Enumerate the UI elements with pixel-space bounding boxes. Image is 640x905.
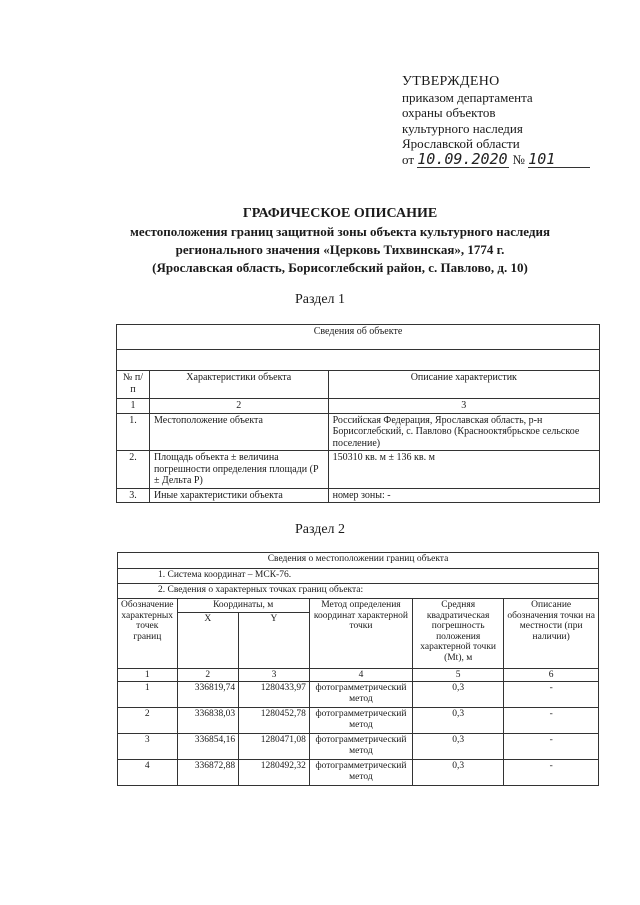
title-line: ГРАФИЧЕСКОЕ ОПИСАНИЕ (242, 206, 438, 221)
table-row (118, 734, 599, 760)
col-header-designation: Обозначение характерных точек границ (118, 599, 178, 669)
point-y: 1280471,08 (239, 734, 310, 760)
approval-heading: УТВЕРЖДЕНО (402, 74, 500, 89)
point-x: 336854,16 (177, 734, 239, 760)
point-method: фотограмметрический метод (309, 760, 412, 786)
table-row (118, 760, 599, 786)
point-method: фотограмметрический метод (309, 708, 412, 734)
col-number: 1 (118, 668, 178, 682)
col-header-description: Описание характеристик (328, 371, 599, 399)
col-number: 6 (504, 668, 599, 682)
table-blank-row (117, 350, 600, 371)
point-mt: 0,3 (413, 734, 504, 760)
table-caption: Сведения об объекте (117, 325, 600, 350)
point-y: 1280452,78 (239, 708, 310, 734)
points-caption: 2. Сведения о характерных точках границ объекта: (118, 584, 599, 599)
col-header-error: Средняя квадратическая погрешность положения характерной точки (Mt), м (413, 599, 504, 669)
row-name: Иные характеристики объекта (149, 488, 328, 503)
table-row (117, 451, 600, 489)
table-row (117, 413, 600, 451)
point-mt: 0,3 (413, 682, 504, 708)
document-title (40, 205, 640, 277)
col-number: 5 (413, 668, 504, 682)
number-label: № (512, 151, 525, 167)
point-desc: - (504, 734, 599, 760)
point-mt: 0,3 (413, 760, 504, 786)
col-header-coords: Координаты, м (177, 599, 309, 613)
col-header-description: Описание обозначения точки на местности (при наличии) (504, 599, 599, 669)
point-id: 2 (118, 708, 178, 734)
col-header-number: № п/п (117, 371, 150, 399)
point-desc: - (504, 682, 599, 708)
point-x: 336819,74 (177, 682, 239, 708)
table-row (118, 708, 599, 734)
from-label: от (402, 151, 415, 167)
point-y: 1280433,97 (239, 682, 310, 708)
point-x: 336872,88 (177, 760, 239, 786)
point-desc: - (504, 708, 599, 734)
point-x: 336838,03 (177, 708, 239, 734)
point-id: 3 (118, 734, 178, 760)
approval-date-row (402, 149, 590, 169)
point-desc: - (504, 760, 599, 786)
col-number: 1 (117, 399, 150, 414)
table-row (117, 488, 600, 503)
point-mt: 0,3 (413, 708, 504, 734)
approval-number: 101 (528, 152, 590, 169)
col-number: 3 (239, 668, 310, 682)
approval-block (402, 74, 590, 168)
approval-date: 10.09.2020 (417, 149, 508, 168)
point-y: 1280492,32 (239, 760, 310, 786)
approval-line: приказом департамента (402, 89, 533, 105)
point-method: фотограмметрический метод (309, 734, 412, 760)
section1-label: Раздел 1 (294, 292, 346, 307)
point-id: 1 (118, 682, 178, 708)
row-name: Площадь объекта ± величина погрешности определения площади (Р ± Дельта Р) (149, 451, 328, 489)
table-row (118, 682, 599, 708)
title-line: (Ярославская область, Борисоглебский район, с. Павлово, д. 10) (152, 260, 528, 275)
row-desc: 150310 кв. м ± 136 кв. м (328, 451, 599, 489)
col-number: 2 (149, 399, 328, 414)
col-header-y: Y (239, 612, 310, 668)
coord-system: 1. Система координат – МСК-76. (118, 569, 599, 584)
title-line: местоположения границ защитной зоны объекта культурного наследия (129, 224, 551, 239)
title-line: регионального значения «Церковь Тихвинская», 1774 г. (175, 242, 505, 257)
col-header-method: Метод определения координат характерной точки (309, 599, 412, 669)
point-method: фотограмметрический метод (309, 682, 412, 708)
row-number: 3. (117, 488, 150, 503)
col-header-characteristics: Характеристики объекта (149, 371, 328, 399)
row-number: 1. (117, 413, 150, 451)
object-info-table (116, 324, 600, 503)
boundary-points-table (117, 552, 599, 786)
table-caption: Сведения о местоположении границ объекта (118, 553, 599, 569)
approval-line: Ярославской области (402, 136, 520, 151)
row-desc: номер зоны: - (328, 488, 599, 503)
col-number: 4 (309, 668, 412, 682)
approval-line: охраны объектов (402, 105, 496, 120)
approval-line: культурного наследия (402, 120, 523, 136)
col-header-x: X (177, 612, 239, 668)
row-number: 2. (117, 451, 150, 489)
col-number: 2 (177, 668, 239, 682)
point-id: 4 (118, 760, 178, 786)
row-desc: Российская Федерация, Ярославская область, р-н Борисоглебский, с. Павлово (Краснооктябрьское сельское поселение) (328, 413, 599, 451)
col-number: 3 (328, 399, 599, 414)
row-name: Местоположение объекта (149, 413, 328, 451)
section2-label: Раздел 2 (294, 522, 346, 537)
